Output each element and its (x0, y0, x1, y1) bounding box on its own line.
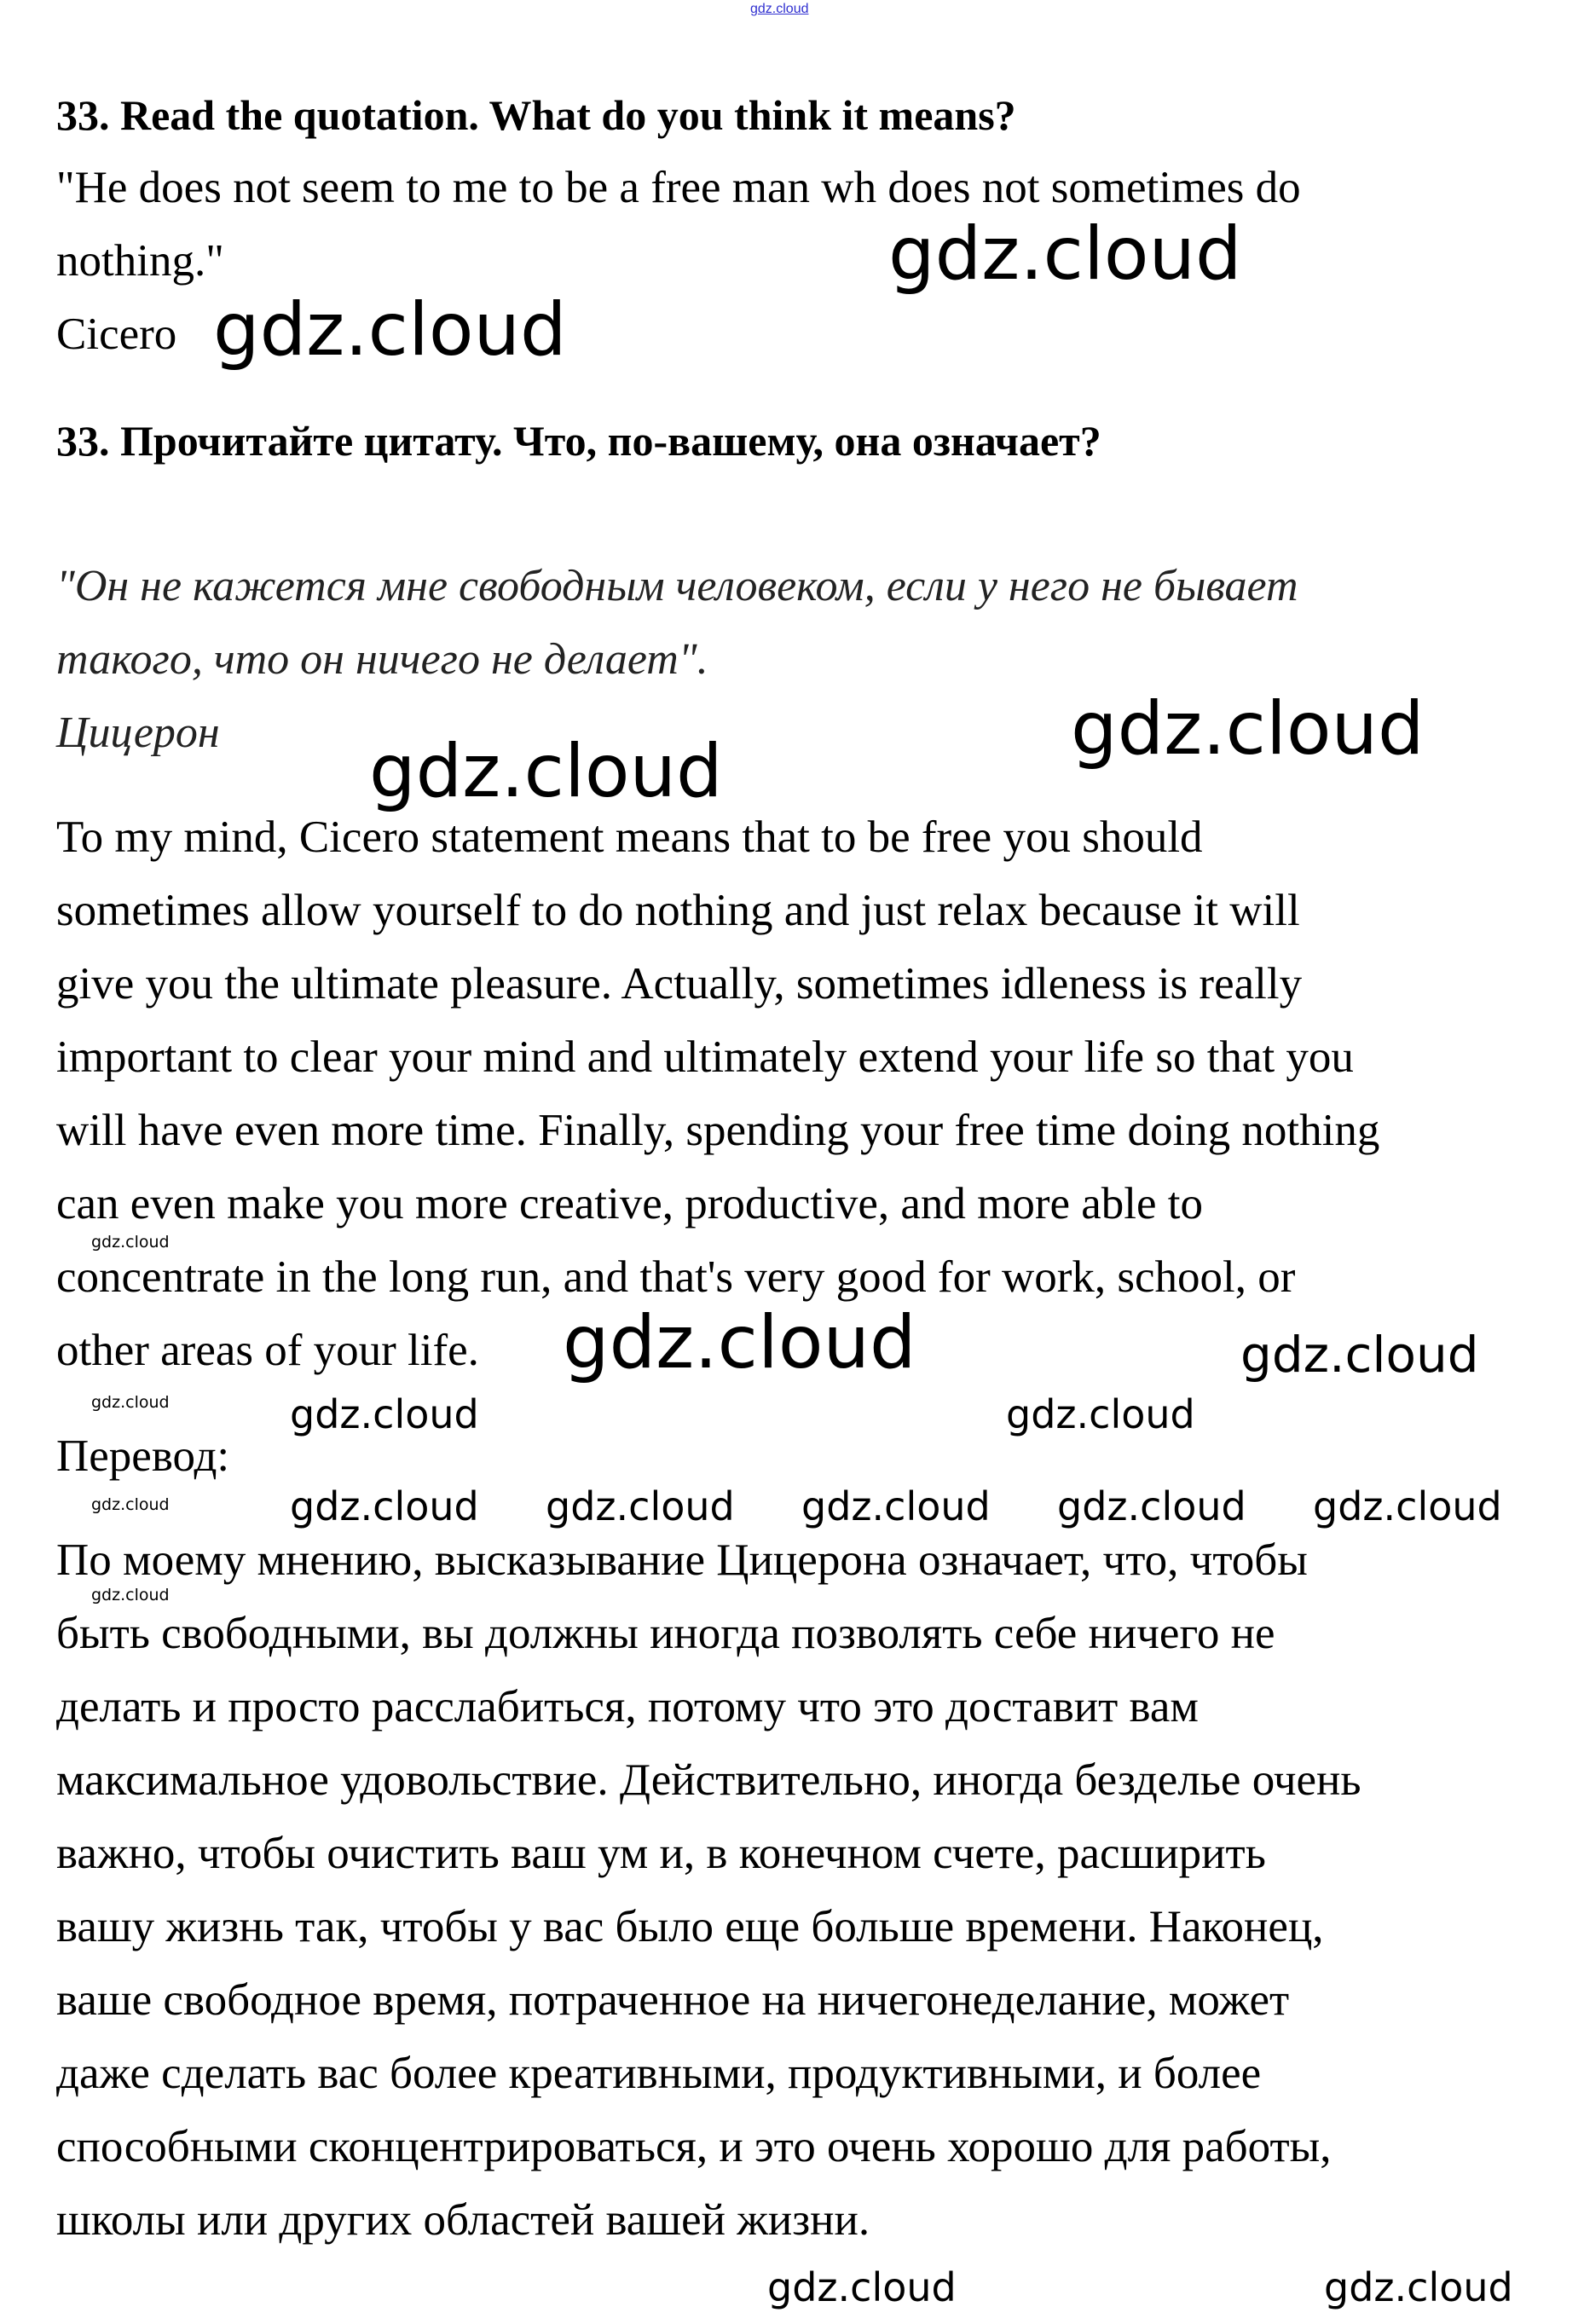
watermark: gdz.cloud (213, 287, 567, 373)
watermark: gdz.cloud (91, 1586, 170, 1604)
watermark: gdz.cloud (1006, 1391, 1195, 1437)
watermark: gdz.cloud (888, 211, 1242, 297)
answer-en-line: give you the ultimate pleasure. Actually, sometimes idleness is really (56, 959, 1303, 1009)
answer-ru-line: важно, чтобы очистить ваш ум и, в конечном счете, расширить (56, 1829, 1266, 1878)
watermark: gdz.cloud (91, 1233, 170, 1252)
answer-en-line: To my mind, Cicero statement means that to be free you should (56, 812, 1203, 862)
quote-en-author: Cicero (56, 309, 177, 359)
answer-ru-line: быть свободными, вы должны иногда позволять себе ничего не (56, 1609, 1275, 1658)
answer-en-line: concentrate in the long run, and that's very good for work, school, or (56, 1252, 1296, 1302)
answer-ru-line: способными сконцентрироваться, и это очень хорошо для работы, (56, 2122, 1332, 2171)
watermark: gdz.cloud (546, 1483, 735, 1529)
watermark: gdz.cloud (290, 1391, 479, 1437)
quote-en-line: nothing." (56, 236, 224, 286)
answer-ru-line: школы или других областей вашей жизни. (56, 2195, 870, 2245)
answer-ru-line: ваше свободное время, потраченное на ничегонеделание, может (56, 1975, 1290, 2025)
heading-en: 33. Read the quotation. What do you think it means? (56, 91, 1016, 139)
quote-ru-line: такого, что он ничего не делает". (56, 635, 708, 684)
site-link[interactable]: gdz.cloud (750, 2, 809, 16)
quote-ru-author: Цицерон (56, 708, 220, 757)
quote-ru-line: "Он не кажется мне свободным человеком, если у него не бывает (56, 562, 1298, 610)
watermark: gdz.cloud (801, 1483, 991, 1529)
watermark: gdz.cloud (1071, 686, 1425, 772)
answer-ru-line: По моему мнению, высказывание Цицерона означает, что, чтобы (56, 1535, 1308, 1585)
watermark: gdz.cloud (91, 1393, 170, 1412)
watermark: gdz.cloud (369, 729, 723, 814)
watermark: gdz.cloud (1324, 2264, 1513, 2310)
watermark: gdz.cloud (563, 1300, 916, 1385)
watermark: gdz.cloud (767, 2264, 957, 2310)
watermark: gdz.cloud (1057, 1483, 1246, 1529)
heading-ru: 33. Прочитайте цитату. Что, по-вашему, она означает? (56, 417, 1101, 465)
answer-en-line: can even make you more creative, productive, and more able to (56, 1179, 1204, 1228)
answer-ru-line: максимальное удовольствие. Действительно, иногда безделье очень (56, 1755, 1361, 1805)
watermark: gdz.cloud (290, 1483, 479, 1529)
answer-ru-line: делать и просто расслабиться, потому что это доставит вам (56, 1682, 1199, 1731)
answer-ru-line: вашу жизнь так, чтобы у вас было еще больше времени. Наконец, (56, 1902, 1324, 1951)
answer-ru-line: даже сделать вас более креативными, продуктивными, и более (56, 2049, 1262, 2098)
watermark: gdz.cloud (1313, 1483, 1502, 1529)
answer-en-line: will have even more time. Finally, spending your free time doing nothing (56, 1106, 1380, 1155)
watermark: gdz.cloud (1240, 1326, 1479, 1384)
answer-en-line: important to clear your mind and ultimately extend your life so that you (56, 1032, 1354, 1082)
watermark: gdz.cloud (91, 1495, 170, 1514)
answer-en-line: other areas of your life. (56, 1326, 479, 1375)
answer-en-line: sometimes allow yourself to do nothing and just relax because it will (56, 886, 1300, 935)
quote-en-line: "He does not seem to me to be a free man wh does not sometimes do (56, 163, 1301, 212)
translation-label: Перевод: (56, 1431, 230, 1481)
